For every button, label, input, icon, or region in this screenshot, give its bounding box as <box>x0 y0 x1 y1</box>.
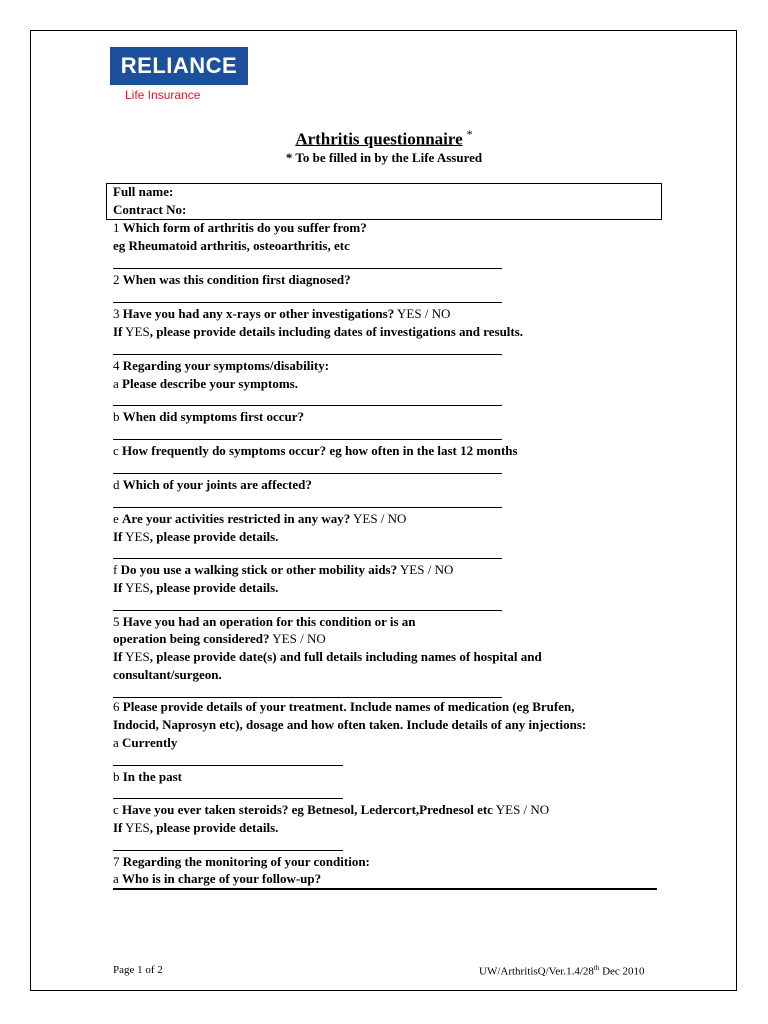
logo-brand: RELIANCE <box>120 53 238 78</box>
company-logo <box>110 47 248 85</box>
question-4a: a Please describe your symptoms. <box>113 376 298 391</box>
logo-subtitle: Life Insurance <box>125 88 201 102</box>
answer-line <box>113 405 502 406</box>
question-4e: e Are your activities restricted in any way? YES / NO <box>113 511 407 526</box>
question-4d: d Which of your joints are affected? <box>113 477 312 492</box>
answer-line <box>113 439 502 440</box>
question-4c: c How frequently do symptoms occur? eg how often in the last 12 months <box>113 443 518 458</box>
answer-line <box>113 850 343 851</box>
answer-line <box>113 765 343 766</box>
question-1-example: eg Rheumatoid arthritis, osteoarthritis, etc <box>113 238 350 253</box>
document-reference: UW/ArthritisQ/Ver.1.4/28th Dec 2010 <box>479 964 645 978</box>
answer-line <box>113 302 502 303</box>
question-4f-details: If YES, please provide details. <box>113 580 279 595</box>
question-4b: b When did symptoms first occur? <box>113 409 305 424</box>
question-5-line2: operation being considered? YES / NO <box>113 631 326 646</box>
answer-line <box>113 697 502 698</box>
question-1: 1 Which form of arthritis do you suffer from? <box>113 220 367 235</box>
question-5-line4: consultant/surgeon. <box>113 667 222 682</box>
question-4e-details: If YES, please provide details. <box>113 529 279 544</box>
question-2: 2 When was this condition first diagnosed? <box>113 272 351 287</box>
full-name-label: Full name: <box>113 184 174 199</box>
answer-line <box>113 354 502 355</box>
question-5-details: If YES, please provide date(s) and full details including names of hospital and <box>113 649 542 664</box>
page-subtitle: * To be filled in by the Life Assured <box>285 150 483 165</box>
question-3: 3 Have you had any x-rays or other investigations? YES / NO <box>113 306 451 321</box>
answer-line <box>113 268 502 269</box>
question-7a: a Who is in charge of your follow-up? <box>113 871 322 886</box>
question-6a: a Currently <box>113 735 178 750</box>
question-7: 7 Regarding the monitoring of your condition: <box>113 854 370 869</box>
question-6: 6 Please provide details of your treatment. Include names of medication (eg Brufen, <box>113 699 575 714</box>
answer-line <box>113 507 502 508</box>
contract-no-label: Contract No: <box>113 202 187 217</box>
title-block <box>0 127 768 149</box>
question-4f: f Do you use a walking stick or other mobility aids? YES / NO <box>113 562 454 577</box>
page-number: Page 1 of 2 <box>113 964 163 976</box>
question-6c-details: If YES, please provide details. <box>113 820 279 835</box>
question-4: 4 Regarding your symptoms/disability: <box>113 358 330 373</box>
answer-line <box>113 798 343 799</box>
question-6-line2: Indocid, Naprosyn etc), dosage and how often taken. Include details of any injections: <box>113 717 587 732</box>
question-3-details: If YES, please provide details including dates of investigations and results. <box>113 324 524 339</box>
question-5: 5 Have you had an operation for this condition or is an <box>113 614 416 629</box>
question-6c: c Have you ever taken steroids? eg Betnesol, Ledercort,Prednesol etc YES / NO <box>113 802 550 817</box>
question-6b: b In the past <box>113 769 182 784</box>
title-star: * <box>466 127 473 141</box>
answer-line <box>113 473 502 474</box>
page-title: Arthritis questionnaire <box>295 129 463 149</box>
answer-line <box>113 558 502 559</box>
answer-line <box>113 610 502 611</box>
section-end-rule <box>113 888 657 890</box>
identity-box <box>106 183 662 220</box>
